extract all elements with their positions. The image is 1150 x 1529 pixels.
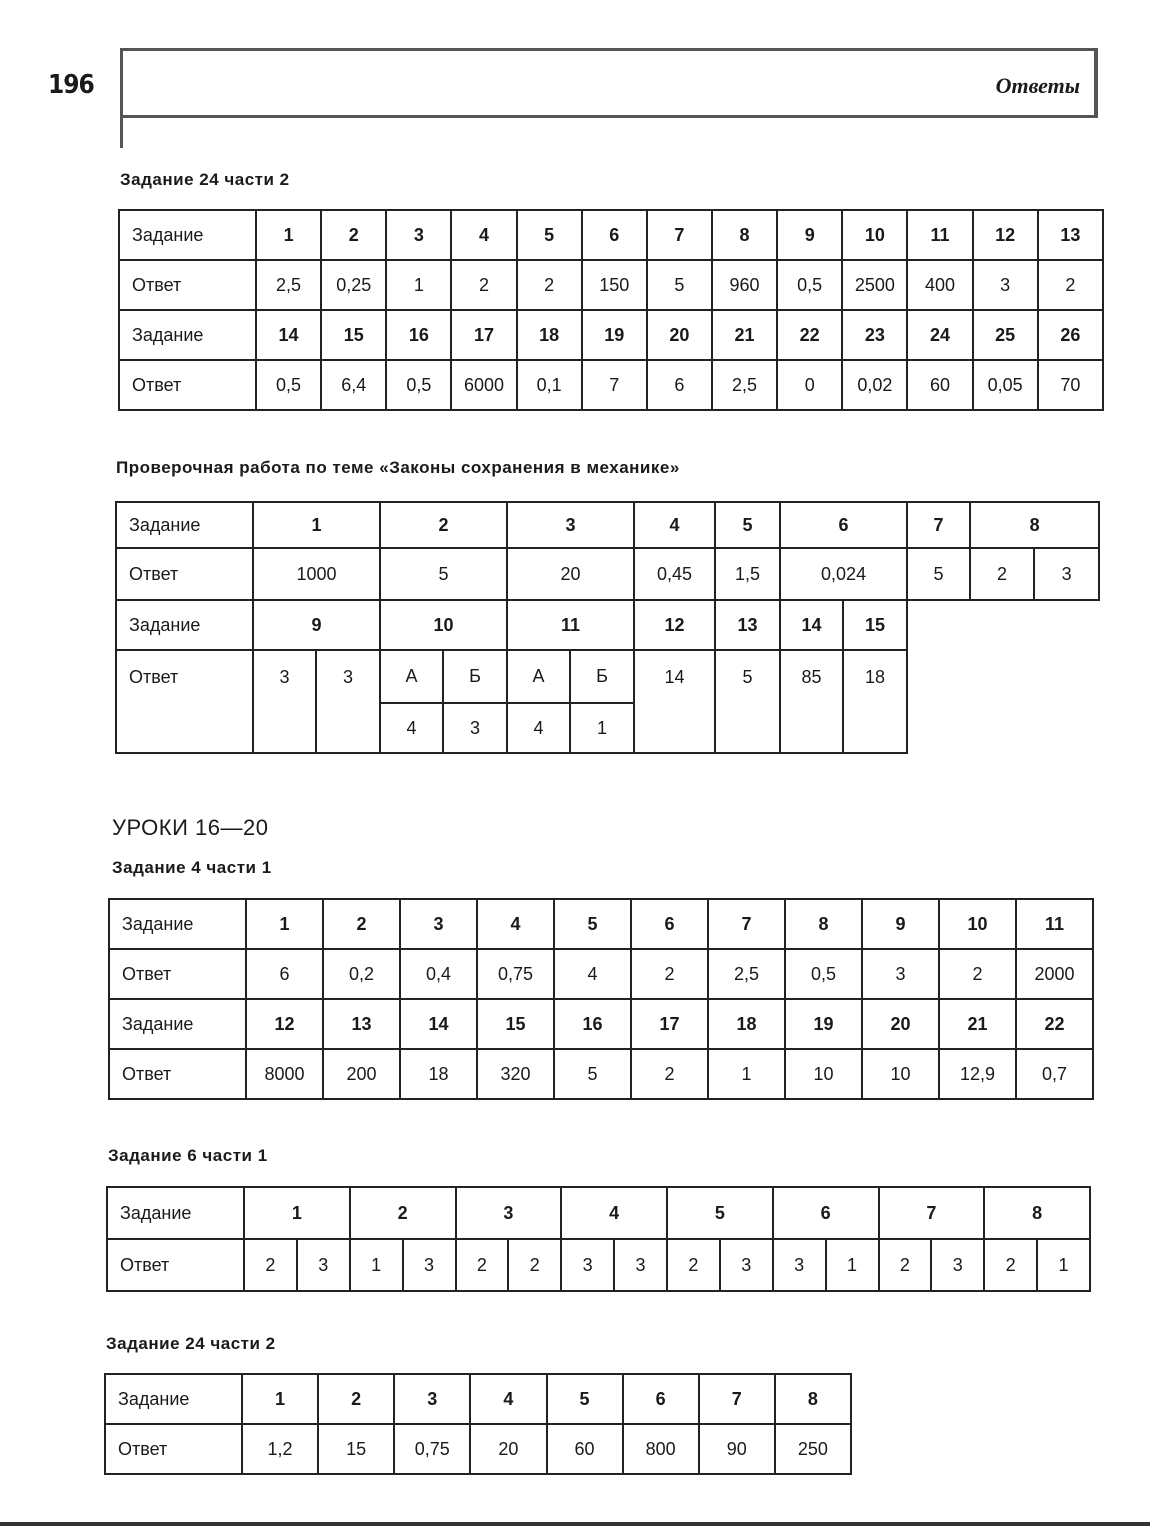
task-number: 12: [634, 600, 715, 650]
task-number: 2: [350, 1187, 456, 1239]
matching-key: Б: [443, 650, 507, 703]
matching-key: Б: [570, 650, 634, 703]
answer-value: 2: [879, 1239, 932, 1291]
answer-value: 250: [775, 1424, 851, 1474]
answer-value: 6000: [451, 360, 516, 410]
task-number: 7: [699, 1374, 775, 1424]
answer-value: 1,5: [715, 548, 780, 600]
row-label-task: Задание: [119, 310, 256, 360]
task-number: 8: [785, 899, 862, 949]
answer-value: 3: [297, 1239, 350, 1291]
task-number: 5: [547, 1374, 623, 1424]
task-number: 21: [939, 999, 1016, 1049]
task-number: 15: [321, 310, 386, 360]
task-number: 23: [842, 310, 907, 360]
task-number: 13: [323, 999, 400, 1049]
task-number: 16: [386, 310, 451, 360]
answer-value: 18: [843, 650, 907, 753]
answer-value: 10: [785, 1049, 862, 1099]
answer-value: 2,5: [712, 360, 777, 410]
answer-value: 1: [386, 260, 451, 310]
answer-value: 2000: [1016, 949, 1093, 999]
header-title: Ответы: [995, 73, 1080, 98]
row-label-task: Задание: [105, 1374, 242, 1424]
task-number: 9: [862, 899, 939, 949]
answer-value: 60: [547, 1424, 623, 1474]
answer-value: 0,05: [973, 360, 1038, 410]
task-number: 22: [1016, 999, 1093, 1049]
header-divider: [120, 118, 123, 148]
task-number: 7: [647, 210, 712, 260]
answer-value: 0,75: [394, 1424, 470, 1474]
answer-value: 1: [826, 1239, 879, 1291]
answer-value: 6: [647, 360, 712, 410]
answer-value: 2: [517, 260, 582, 310]
task-number: 14: [780, 600, 843, 650]
task-number: 13: [1038, 210, 1103, 260]
task-number: 14: [256, 310, 321, 360]
row-label-answer: Ответ: [109, 949, 246, 999]
task-number: 21: [712, 310, 777, 360]
task-number: 18: [708, 999, 785, 1049]
page-bottom-rule: [0, 1522, 1150, 1526]
answer-value: 320: [477, 1049, 554, 1099]
task-number: 2: [380, 502, 507, 548]
answer-value: 0,5: [256, 360, 321, 410]
answer-value: 0,4: [400, 949, 477, 999]
answer-value: 2: [631, 1049, 708, 1099]
answer-value: 3: [862, 949, 939, 999]
task-number: 1: [253, 502, 380, 548]
answer-value: 3: [614, 1239, 667, 1291]
task-number: 9: [253, 600, 380, 650]
answer-value: 1,2: [242, 1424, 318, 1474]
task-number: 15: [843, 600, 907, 650]
answer-value: 1000: [253, 548, 380, 600]
task-number: 2: [323, 899, 400, 949]
task-number: 3: [507, 502, 634, 548]
answer-value: 0,5: [386, 360, 451, 410]
answer-value: 20: [470, 1424, 546, 1474]
task-number: 20: [862, 999, 939, 1049]
answer-value: 3: [561, 1239, 614, 1291]
section-title-24-part2-b: Задание 24 части 2: [106, 1334, 276, 1353]
answer-value: 20: [507, 548, 634, 600]
task-number: 15: [477, 999, 554, 1049]
task-number: 6: [780, 502, 907, 548]
section-title-4-part1: Задание 4 части 1: [112, 858, 272, 877]
task-number: 14: [400, 999, 477, 1049]
task-number: 26: [1038, 310, 1103, 360]
answer-value: 3: [973, 260, 1038, 310]
row-label-task: Задание: [107, 1187, 244, 1239]
task-number: 4: [634, 502, 715, 548]
task-number: 20: [647, 310, 712, 360]
section-title-conservation-test: Проверочная работа по теме «Законы сохранения в механике»: [116, 458, 680, 477]
answer-value: 90: [699, 1424, 775, 1474]
task-number: 2: [321, 210, 386, 260]
answer-value: 2,5: [256, 260, 321, 310]
answer-value: 200: [323, 1049, 400, 1099]
matching-value: 4: [380, 703, 443, 753]
row-label-task: Задание: [116, 502, 253, 548]
answer-value: 2: [456, 1239, 509, 1291]
answer-value: 0: [777, 360, 842, 410]
answer-value: 5: [715, 650, 780, 753]
answer-value: 0,5: [777, 260, 842, 310]
matching-key: А: [507, 650, 570, 703]
row-label-answer: Ответ: [109, 1049, 246, 1099]
answer-value: 0,5: [785, 949, 862, 999]
answer-value: 12,9: [939, 1049, 1016, 1099]
task-number: 4: [451, 210, 516, 260]
task-number: 17: [631, 999, 708, 1049]
answer-value: 2,5: [708, 949, 785, 999]
task-number: 3: [386, 210, 451, 260]
task-number: 19: [785, 999, 862, 1049]
answer-value: 0,024: [780, 548, 907, 600]
task-number: 2: [318, 1374, 394, 1424]
task-number: 10: [939, 899, 1016, 949]
task-number: 8: [984, 1187, 1090, 1239]
answer-value: 2: [631, 949, 708, 999]
row-label-task: Задание: [109, 899, 246, 949]
row-label-answer: Ответ: [105, 1424, 242, 1474]
answer-value: 2: [939, 949, 1016, 999]
task-number: 5: [667, 1187, 773, 1239]
answer-value: 3: [1034, 548, 1099, 600]
task-number: 9: [777, 210, 842, 260]
task-number: 18: [517, 310, 582, 360]
answer-value: 2: [1038, 260, 1103, 310]
answer-value: 2: [451, 260, 516, 310]
task-number: 10: [380, 600, 507, 650]
answers-table-6-part1: [106, 1186, 1091, 1292]
task-number: 5: [715, 502, 780, 548]
task-number: 7: [907, 502, 970, 548]
task-number: 5: [554, 899, 631, 949]
answer-value: 5: [647, 260, 712, 310]
row-label-answer: Ответ: [119, 360, 256, 410]
answer-value: 8000: [246, 1049, 323, 1099]
task-number: 22: [777, 310, 842, 360]
task-number: 3: [456, 1187, 562, 1239]
answer-value: 70: [1038, 360, 1103, 410]
answers-table-conservation-test: [115, 501, 1100, 754]
row-label-task: Задание: [116, 600, 253, 650]
matching-value: 3: [443, 703, 507, 753]
answer-value: 60: [907, 360, 972, 410]
answer-value: 0,02: [842, 360, 907, 410]
answer-value: 1: [350, 1239, 403, 1291]
task-number: 10: [842, 210, 907, 260]
task-number: 4: [477, 899, 554, 949]
task-number: 4: [561, 1187, 667, 1239]
answer-value: 3: [253, 650, 316, 753]
task-number: 12: [246, 999, 323, 1049]
answer-value: 7: [582, 360, 647, 410]
answer-value: 6: [246, 949, 323, 999]
row-label-answer: Ответ: [116, 650, 253, 753]
answer-value: 1: [1037, 1239, 1090, 1291]
task-number: 3: [400, 899, 477, 949]
task-number: 3: [394, 1374, 470, 1424]
task-number: 11: [907, 210, 972, 260]
answers-table-24-part2-b: [104, 1373, 852, 1475]
row-label-task: Задание: [119, 210, 256, 260]
task-number: 1: [246, 899, 323, 949]
answer-value: 1: [708, 1049, 785, 1099]
task-number: 6: [582, 210, 647, 260]
task-number: 6: [623, 1374, 699, 1424]
page-header: [120, 48, 1098, 118]
answer-value: 800: [623, 1424, 699, 1474]
answer-value: 5: [380, 548, 507, 600]
task-number: 12: [973, 210, 1038, 260]
answer-value: 14: [634, 650, 715, 753]
matching-key: А: [380, 650, 443, 703]
task-number: 25: [973, 310, 1038, 360]
answer-value: 18: [400, 1049, 477, 1099]
answer-value: 2: [508, 1239, 561, 1291]
answer-value: 6,4: [321, 360, 386, 410]
page-number: 196: [48, 70, 94, 100]
answer-value: 3: [773, 1239, 826, 1291]
task-number: 6: [631, 899, 708, 949]
task-number: 6: [773, 1187, 879, 1239]
answer-value: 0,25: [321, 260, 386, 310]
answers-table-24-part2: [118, 209, 1104, 411]
answer-value: 0,7: [1016, 1049, 1093, 1099]
task-number: 11: [507, 600, 634, 650]
answer-value: 960: [712, 260, 777, 310]
task-number: 24: [907, 310, 972, 360]
task-number: 4: [470, 1374, 546, 1424]
answer-value: 5: [554, 1049, 631, 1099]
task-number: 19: [582, 310, 647, 360]
task-number: 8: [970, 502, 1099, 548]
row-label-answer: Ответ: [107, 1239, 244, 1291]
task-number: 5: [517, 210, 582, 260]
answer-value: 2: [984, 1239, 1037, 1291]
answer-value: 0,2: [323, 949, 400, 999]
task-number: 7: [708, 899, 785, 949]
answer-value: 0,1: [517, 360, 582, 410]
answer-value: 0,75: [477, 949, 554, 999]
answer-value: 2: [970, 548, 1034, 600]
task-number: 1: [244, 1187, 350, 1239]
task-number: 1: [242, 1374, 318, 1424]
answer-value: 4: [554, 949, 631, 999]
row-label-answer: Ответ: [119, 260, 256, 310]
answer-value: 3: [720, 1239, 773, 1291]
row-label-task: Задание: [109, 999, 246, 1049]
task-number: 8: [775, 1374, 851, 1424]
answer-value: 2: [244, 1239, 297, 1291]
task-number: 7: [879, 1187, 985, 1239]
matching-value: 1: [570, 703, 634, 753]
matching-value: 4: [507, 703, 570, 753]
task-number: 17: [451, 310, 516, 360]
lessons-heading: УРОКИ 16—20: [112, 815, 269, 840]
answer-value: 0,45: [634, 548, 715, 600]
answers-table-4-part1: [108, 898, 1094, 1100]
answer-value: 15: [318, 1424, 394, 1474]
row-label-answer: Ответ: [116, 548, 253, 600]
section-title-24-part2: Задание 24 части 2: [120, 170, 290, 189]
task-number: 11: [1016, 899, 1093, 949]
answer-value: 2500: [842, 260, 907, 310]
answer-value: 400: [907, 260, 972, 310]
answer-value: 85: [780, 650, 843, 753]
answer-value: 5: [907, 548, 970, 600]
task-number: 8: [712, 210, 777, 260]
answer-value: 150: [582, 260, 647, 310]
answer-value: 2: [667, 1239, 720, 1291]
task-number: 16: [554, 999, 631, 1049]
section-title-6-part1: Задание 6 части 1: [108, 1146, 268, 1165]
task-number: 13: [715, 600, 780, 650]
answer-value: 10: [862, 1049, 939, 1099]
answer-value: 3: [316, 650, 380, 753]
task-number: 1: [256, 210, 321, 260]
answer-value: 3: [931, 1239, 984, 1291]
answer-value: 3: [403, 1239, 456, 1291]
